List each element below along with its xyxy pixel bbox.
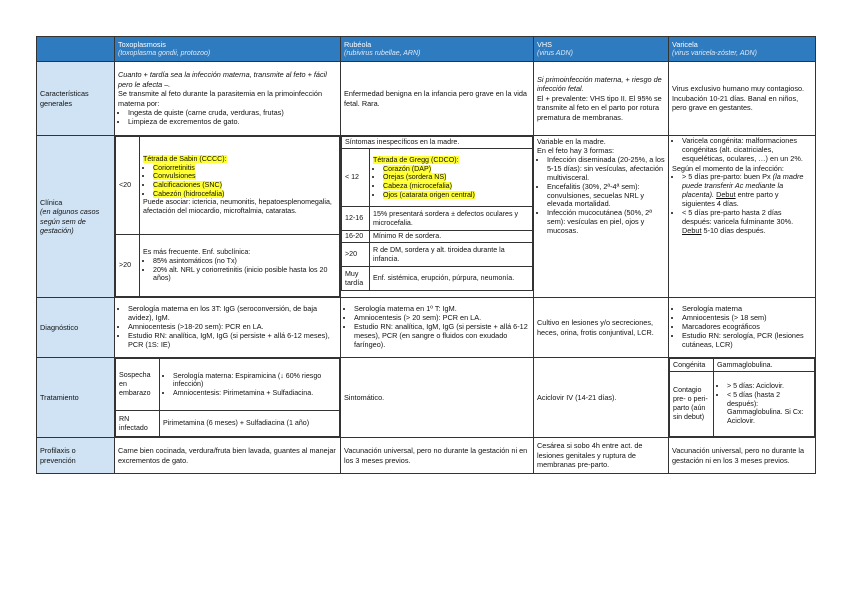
trat-toxo <box>115 358 341 438</box>
list-item: • Infección mucocutánea (50%, 2ª sem): vesículas en piel, ojos y mucosas. <box>547 209 665 236</box>
prof-var: Vacunación universal, pero no durante la gestación ni en los 3 meses previos. <box>669 438 816 474</box>
diag-var <box>669 298 816 358</box>
row-general <box>37 62 816 136</box>
trat-vhs: Aciclovir IV (14-21 días). <box>534 358 669 438</box>
cli-var-mom: Según el momento de la infección: <box>672 163 784 173</box>
cli-vhs-list <box>537 156 665 236</box>
rowhead-clinica-sub: (en algunos casos según sem de gestación) <box>40 207 100 235</box>
header-title: Toxoplasmosis <box>118 39 166 49</box>
list-item: • Encefalitis (30%, 2ª-4ª sem): convulsiones, secuelas NRL y elevada mortalidad. <box>547 183 665 210</box>
cli-rub-1620: 16-20 <box>342 231 370 243</box>
cli-toxo-gt20: >20 <box>116 235 140 297</box>
diag-rub <box>341 298 534 358</box>
cli-toxo-table <box>115 136 340 297</box>
header-row <box>37 37 816 62</box>
cli-var-s2b: Debut <box>682 225 702 235</box>
list-item: Cabeza (microcefalia) <box>383 181 452 190</box>
cli-var-s1d: entre parto y siguientes 4 días. <box>682 189 779 208</box>
cli-var-s2a: < 5 días pre-parto hasta 2 días después: varicela fulminante 30%. <box>682 207 794 226</box>
trat-sosp-text <box>160 359 340 411</box>
rowhead-clinica <box>37 136 115 298</box>
diag-toxo-list <box>118 305 337 349</box>
list-item: • Marcadores ecográficos <box>682 323 812 332</box>
header-sub: (virus varicela-zóster, ADN) <box>672 50 757 58</box>
gen-toxo-italic: Cuanto + tardía sea la infección materna, transmite al feto + fácil pero le afecta –. <box>118 70 327 89</box>
cli-rub-tardia: Muy tardía <box>342 267 370 291</box>
cli-toxo-lt20: <20 <box>116 137 140 235</box>
cli-toxo-lt20-text <box>140 137 340 235</box>
cli-toxo-asoc: Puede asociar: ictericia, neumonitis, hepatoesplenomegalia, afectación del miocardio, microftalmia, cataratas. <box>143 198 332 216</box>
cli-var-s1b: (la madre puede transferir Ac mediante la placenta). <box>682 172 804 199</box>
gen-rub: Enfermedad benigna en la infancia pero grave en la vida fetal. Rara. <box>341 62 534 136</box>
rowhead-clinica-title: Clínica <box>40 197 63 207</box>
sabin-list <box>143 164 336 199</box>
cli-toxo <box>115 136 341 298</box>
prof-vhs: Cesárea si sobo 4h entre act. de lesiones genitales y ruptura de membranas pre-parto. <box>534 438 669 474</box>
header-varicela <box>669 37 816 62</box>
rowhead-diagnostico: Diagnóstico <box>37 298 115 358</box>
cli-rub-gt20-text: R de DM, sordera y alt. tiroidea durante la infancia. <box>370 243 533 267</box>
comparison-table <box>36 36 816 474</box>
list-item: • Serología materna <box>682 305 812 314</box>
gregg-title: Tétrada de Gregg (CDCO): <box>373 155 459 164</box>
list-item: • Varicela congénita: malformaciones congénitas (alt. cicatriciales, esqueléticas, oculares, …) en un 2%. <box>682 137 812 164</box>
list-item: • Estudio RN: serología, PCR (lesiones cutáneas, LCR) <box>682 332 812 350</box>
list-item: • < 5 días (hasta 2 después): Gammaglobulina. Si Cx: Aciclovir. <box>727 391 811 426</box>
cli-rub-gregg <box>370 149 533 207</box>
cli-rub-1216-text: 15% presentará sordera ± defectos oculares y microcefalia. <box>370 207 533 231</box>
list-item: • Amniocentesis (> 18 sem) <box>682 314 812 323</box>
cli-vhs-p2: En el feto hay 3 formas: <box>537 146 615 156</box>
gregg-list <box>373 165 529 200</box>
list-item: • > 5 días: Aciclovir. <box>727 382 811 391</box>
list-item: Orejas (sordera NS) <box>383 173 447 182</box>
header-sub: (toxoplasma gondii, protozoo) <box>118 50 211 58</box>
list-item: Convulsiones <box>153 172 196 181</box>
cli-toxo-gt20-text <box>140 235 340 297</box>
list-item: • Infección diseminada (20-25%, a los 5-15 días): sin vesículas, afectación multivisceral. <box>547 156 665 183</box>
gen-toxo-list <box>118 108 337 127</box>
cli-rub-tardia-text: Enf. sistémica, erupción, púrpura, neumonía. <box>370 267 533 291</box>
cli-toxo-freq: Es más frecuente. Enf. subclínica: <box>143 248 251 257</box>
diag-rub-list <box>344 305 530 349</box>
trat-gamma: Gammaglobulina. <box>714 359 815 372</box>
list-item: Ojos (catarata origen central) <box>383 190 475 199</box>
trat-rub: Sintomático. <box>341 358 534 438</box>
rowhead-general: Características generales <box>37 62 115 136</box>
header-sub: (rubivirus rubellae, ARN) <box>344 50 421 58</box>
diag-toxo <box>115 298 341 358</box>
cli-rub-1216: 12-16 <box>342 207 370 231</box>
header-title: Varicela <box>672 39 698 49</box>
cli-vhs-p1: Variable en la madre. <box>537 137 606 146</box>
row-diagnostico <box>37 298 816 358</box>
trat-sosp: Sospecha en embarazo <box>116 359 160 411</box>
gen-toxo-text: Se transmite al feto durante la parasitemia en la primoinfección materna por: <box>118 89 323 108</box>
trat-contagio-text <box>714 372 815 437</box>
trat-sosp-list <box>163 372 336 398</box>
list-item: • 85% asintomáticos (no Tx) <box>153 257 336 266</box>
trat-contagio-list <box>717 382 811 425</box>
list-item: Cabezón (hidrocefalia) <box>153 189 225 198</box>
gen-vhs <box>534 62 669 136</box>
list-item: • Serología materna en los 3T: IgG (seroconversión, de baja avidez), IgM. <box>128 305 337 323</box>
cli-var-list1 <box>672 137 812 164</box>
list-item: • Estudio RN: analítica, IgM, IgG (si persiste + allá 6-12 meses), PCR (1S: IE) <box>128 332 337 350</box>
header-title: VHS <box>537 39 553 49</box>
gen-vhs-italic: Si primoinfección materna, + riesgo de infección fetal. <box>537 74 662 94</box>
list-item: • Limpieza de excrementos de gato. <box>128 117 337 126</box>
cli-var-s1a: > 5 días pre-parto: buen Px <box>682 172 771 182</box>
list-item: • Estudio RN: analítica, IgM, IgG (si persiste + allá 6-12 meses), PCR (en sangre o fluidos con exudado faríngeo). <box>354 323 530 350</box>
list-item: • 20% alt. NRL y coriorretinitis (inicio posible hasta los 20 años) <box>153 266 336 283</box>
list-item: • Amniocentesis: Pirimetamina + Sulfadiacina. <box>173 389 336 398</box>
prof-rub: Vacunación universal, pero no durante la gestación ni en los 3 meses previos. <box>341 438 534 474</box>
list-item: Coriorretinitis <box>153 163 195 172</box>
list-item: • Serología materna en 1º T: IgM. <box>354 305 530 314</box>
sabin-title: Tétrada de Sabin (CCCC): <box>143 154 227 163</box>
row-profilaxis <box>37 438 816 474</box>
list-item: • Amniocentesis (>18-20 sem): PCR en LA. <box>128 323 337 332</box>
cli-var <box>669 136 816 298</box>
list-item: Corazón (DAP) <box>383 164 432 173</box>
trat-rn-text: Pirimetamina (6 meses) + Sulfadiacina (1 año) <box>160 411 340 437</box>
header-rubeola <box>341 37 534 62</box>
header-sub: (virus ADN) <box>537 50 573 58</box>
header-vhs <box>534 37 669 62</box>
rowhead-tratamiento: Tratamiento <box>37 358 115 438</box>
cli-rub <box>341 136 534 298</box>
trat-toxo-table <box>115 358 340 437</box>
cli-rub-1620-text: Mínimo R de sordera. <box>370 231 533 243</box>
cli-var-s2c: 5-10 días después. <box>703 225 766 235</box>
header-title: Rubéola <box>344 39 372 49</box>
list-item <box>682 173 812 209</box>
gen-var: Virus exclusivo humano muy contagioso. Incubación 10-21 días. Banal en niños, pero grave en gestantes. <box>669 62 816 136</box>
header-toxoplasmosis <box>115 37 341 62</box>
list-item: • Amniocentesis (> 20 sem): PCR en LA. <box>354 314 530 323</box>
list-item: Calcificaciones (SNC) <box>153 181 222 190</box>
diag-var-list <box>672 305 812 349</box>
rowhead-profilaxis: Profilaxis o prevención <box>37 438 115 474</box>
row-tratamiento <box>37 358 816 438</box>
list-item: • Serología materna: Espiramicina (↓ 60% riesgo infección) <box>173 372 336 389</box>
cli-toxo-freq-list <box>143 257 336 283</box>
cli-rub-intro: Síntomas inespecíficos en la madre. <box>342 137 533 149</box>
gen-toxo <box>115 62 341 136</box>
cli-vhs <box>534 136 669 298</box>
cli-rub-lt12: < 12 <box>342 149 370 207</box>
trat-var <box>669 358 816 438</box>
list-item <box>682 209 812 236</box>
list-item: • Ingesta de quiste (carne cruda, verduras, frutas) <box>128 108 337 117</box>
trat-rn: RN infectado <box>116 411 160 437</box>
trat-congenita: Congénita <box>670 359 714 372</box>
trat-contagio: Contagio pre- o peri-parto (aún sin debut) <box>670 372 714 437</box>
cli-rub-gt20: >20 <box>342 243 370 267</box>
cli-var-s1c: Debut <box>716 189 736 199</box>
trat-var-table <box>669 358 815 437</box>
cli-var-list2 <box>672 173 812 235</box>
header-empty <box>37 37 115 62</box>
cli-rub-table <box>341 136 533 291</box>
row-clinica <box>37 136 816 298</box>
prof-toxo: Carne bien cocinada, verdura/fruta bien lavada, guantes al manejar excrementos de gato. <box>115 438 341 474</box>
gen-vhs-text: El + prevalente: VHS tipo II. El 95% se transmite al feto en el parto por rotura prematura de membranas. <box>537 93 662 122</box>
diag-vhs: Cultivo en lesiones y/o secreciones, heces, orina, frotis conjuntival, LCR. <box>534 298 669 358</box>
